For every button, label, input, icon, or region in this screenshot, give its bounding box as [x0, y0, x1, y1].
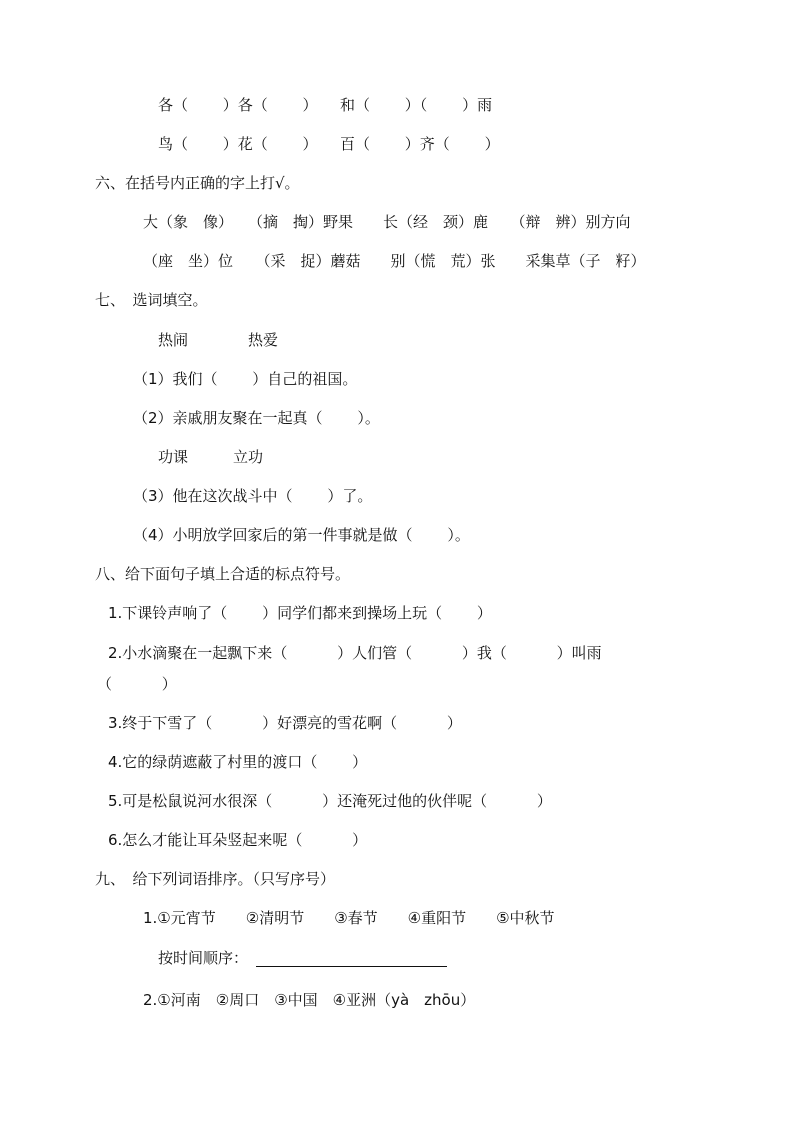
fill-blank-row-2: 鸟（ ）花（ ） 百（ ）齐（ ）: [158, 135, 500, 153]
section-9-item-2: 2.①河南 ②周口 ③中国 ④亚洲（yà zhōu）: [143, 991, 476, 1009]
section-6-heading: 六、在括号内正确的字上打√。: [95, 174, 300, 192]
section-9-heading: 九、 给下列词语排序。（只写序号）: [95, 870, 336, 888]
section-8-sentence-1: 1.下课铃声响了（ ）同学们都来到操场上玩（ ）: [108, 604, 492, 622]
section-8-sentence-4: 4.它的绿荫遮蔽了村里的渡口（ ）: [108, 753, 368, 771]
word-choice-group-1: 热闹 热爱: [158, 331, 279, 349]
section-7-question-2: （2）亲戚朋友聚在一起真（ ）。: [133, 409, 380, 427]
section-8-sentence-5: 5.可是松鼠说河水很深（ ）还淹死过他的伙伴呢（ ）: [108, 792, 552, 810]
section-7-question-3: （3）他在这次战斗中（ ）了。: [133, 487, 373, 505]
section-7-question-4: （4）小明放学回家后的第一件事就是做（ ）。: [133, 526, 470, 544]
section-8-heading: 八、给下面句子填上合适的标点符号。: [95, 565, 351, 583]
section-7-heading: 七、 选词填空。: [95, 291, 208, 309]
section-6-row-2: （座 坐）位 （采 捉）蘑菇 别（慌 荒）张 采集草（子 籽）: [143, 252, 646, 270]
word-choice-group-2: 功课 立功: [158, 448, 264, 466]
section-8-sentence-2-continued: （ ）: [97, 675, 177, 693]
order-answer-label: 按时间顺序：: [158, 949, 249, 967]
section-6-row-1: 大（象 像） （摘 掏）野果 长（经 颈）鹿 （辩 辨）别方向: [143, 213, 631, 231]
section-9-item-1: 1.①元宵节 ②清明节 ③春节 ④重阳节 ⑤中秋节: [143, 909, 555, 927]
section-8-sentence-6: 6.怎么才能让耳朵竖起来呢（ ）: [108, 831, 368, 849]
section-7-question-1: （1）我们（ ）自己的祖国。: [133, 370, 358, 388]
section-8-sentence-3: 3.终于下雪了（ ）好漂亮的雪花啊（ ）: [108, 714, 462, 732]
fill-blank-row-1: 各（ ）各（ ） 和（ ）（ ）雨: [158, 96, 493, 114]
order-answer-line[interactable]: [256, 966, 447, 967]
section-8-sentence-2: 2.小水滴聚在一起飘下来（ ）人们管（ ）我（ ）叫雨: [108, 644, 602, 662]
